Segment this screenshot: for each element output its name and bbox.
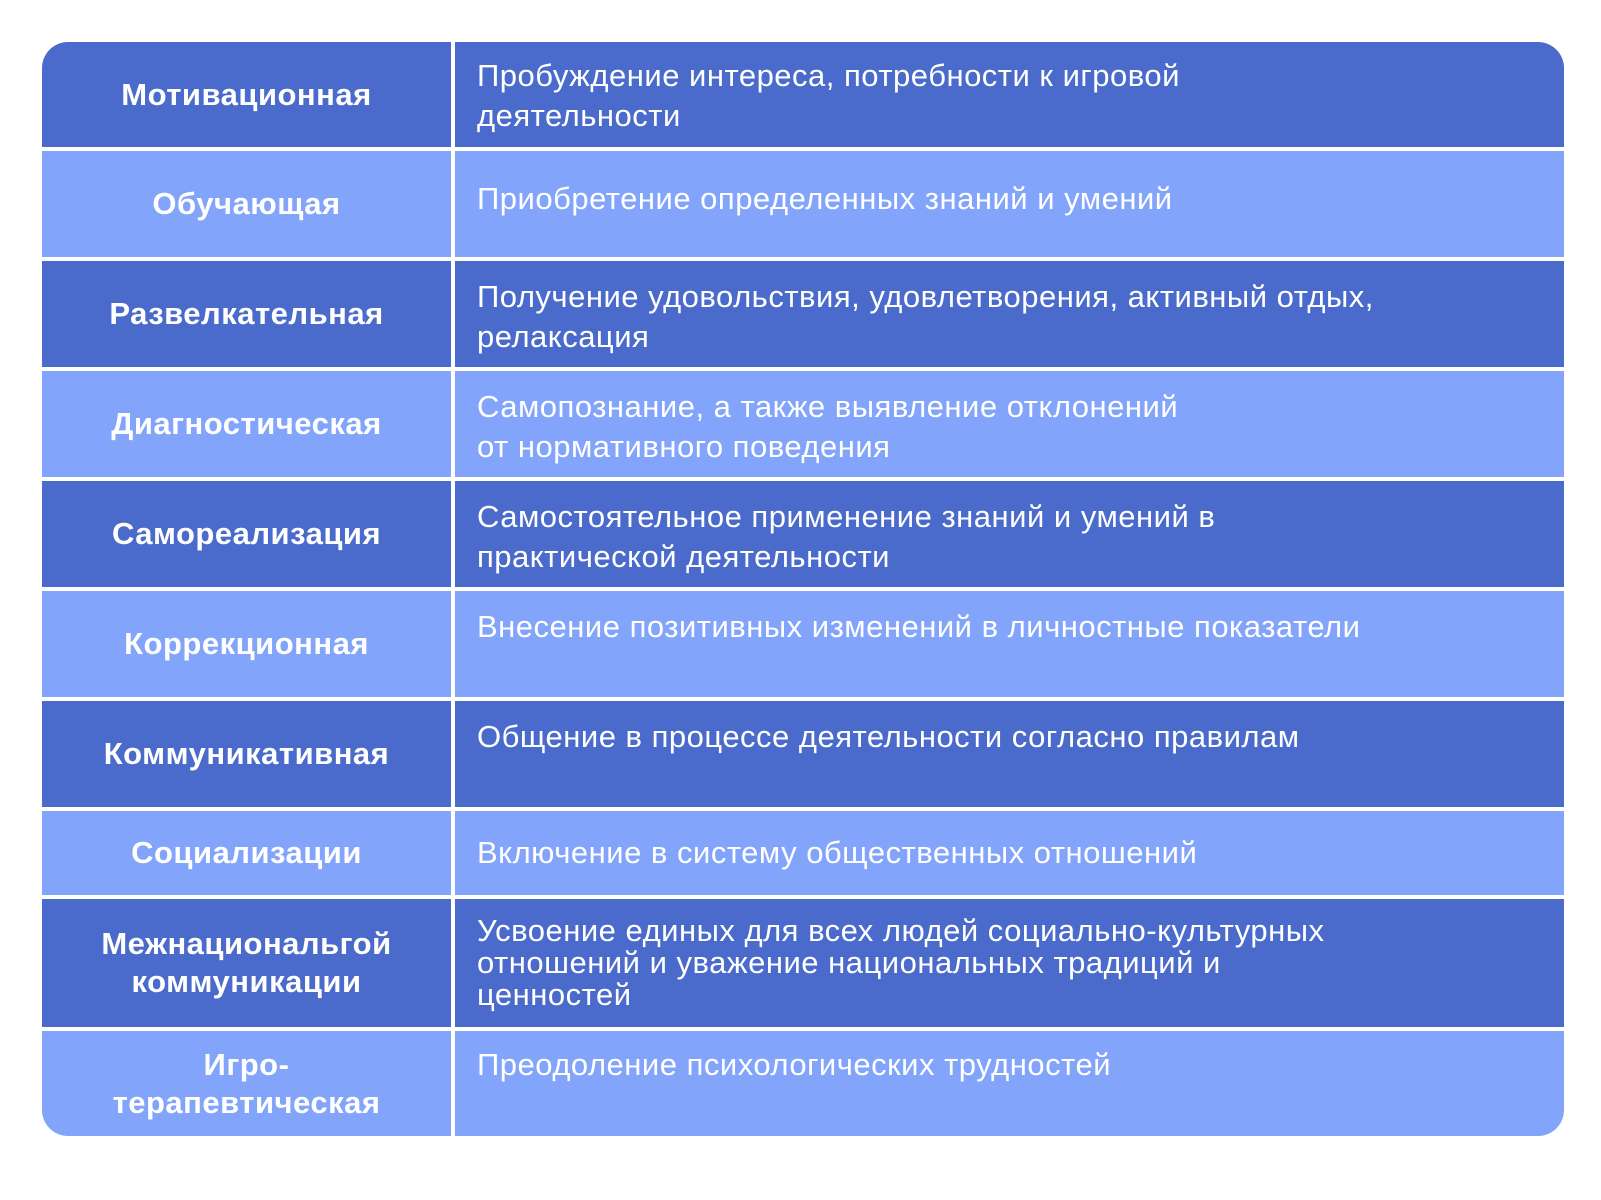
function-name: Мотивационная <box>42 42 451 147</box>
function-name: Обучающая <box>42 151 451 257</box>
functions-table <box>42 42 1564 1136</box>
function-description: Усвоение единых для всех людей социально-культурных отношений и уважение национальных традиций и ценностей <box>455 899 1564 1027</box>
function-description: Преодоление психологических трудностей <box>455 1031 1564 1136</box>
table-row <box>42 261 1564 367</box>
function-description: Общение в процессе деятельности согласно правилам <box>455 701 1564 807</box>
table-row <box>42 371 1564 477</box>
function-name: Диагностическая <box>42 371 451 477</box>
function-description: Получение удовольствия, удовлетворения, активный отдых, релаксация <box>455 261 1564 367</box>
table-row <box>42 151 1564 257</box>
function-description: Включение в систему общественных отношений <box>455 811 1564 895</box>
function-description: Пробуждение интереса, потребности к игровой деятельности <box>455 42 1564 147</box>
function-description: Внесение позитивных изменений в личностные показатели <box>455 591 1564 697</box>
function-name: Самореализация <box>42 481 451 587</box>
table-row <box>42 42 1564 147</box>
function-name: Межнациональгой коммуникации <box>42 899 451 1027</box>
function-name: Социализации <box>42 811 451 895</box>
function-name: Коммуникативная <box>42 701 451 807</box>
function-name: Развелкательная <box>42 261 451 367</box>
table-row <box>42 481 1564 587</box>
table-row <box>42 1031 1564 1136</box>
function-description: Самостоятельное применение знаний и умений в практической деятельности <box>455 481 1564 587</box>
table-row <box>42 811 1564 895</box>
table-row <box>42 591 1564 697</box>
function-description: Самопознание, а также выявление отклонений от нормативного поведения <box>455 371 1564 477</box>
function-description: Приобретение определенных знаний и умений <box>455 151 1564 257</box>
table-row <box>42 701 1564 807</box>
function-name: Коррекционная <box>42 591 451 697</box>
table-row <box>42 899 1564 1027</box>
function-name: Игро- терапевтическая <box>42 1031 451 1136</box>
